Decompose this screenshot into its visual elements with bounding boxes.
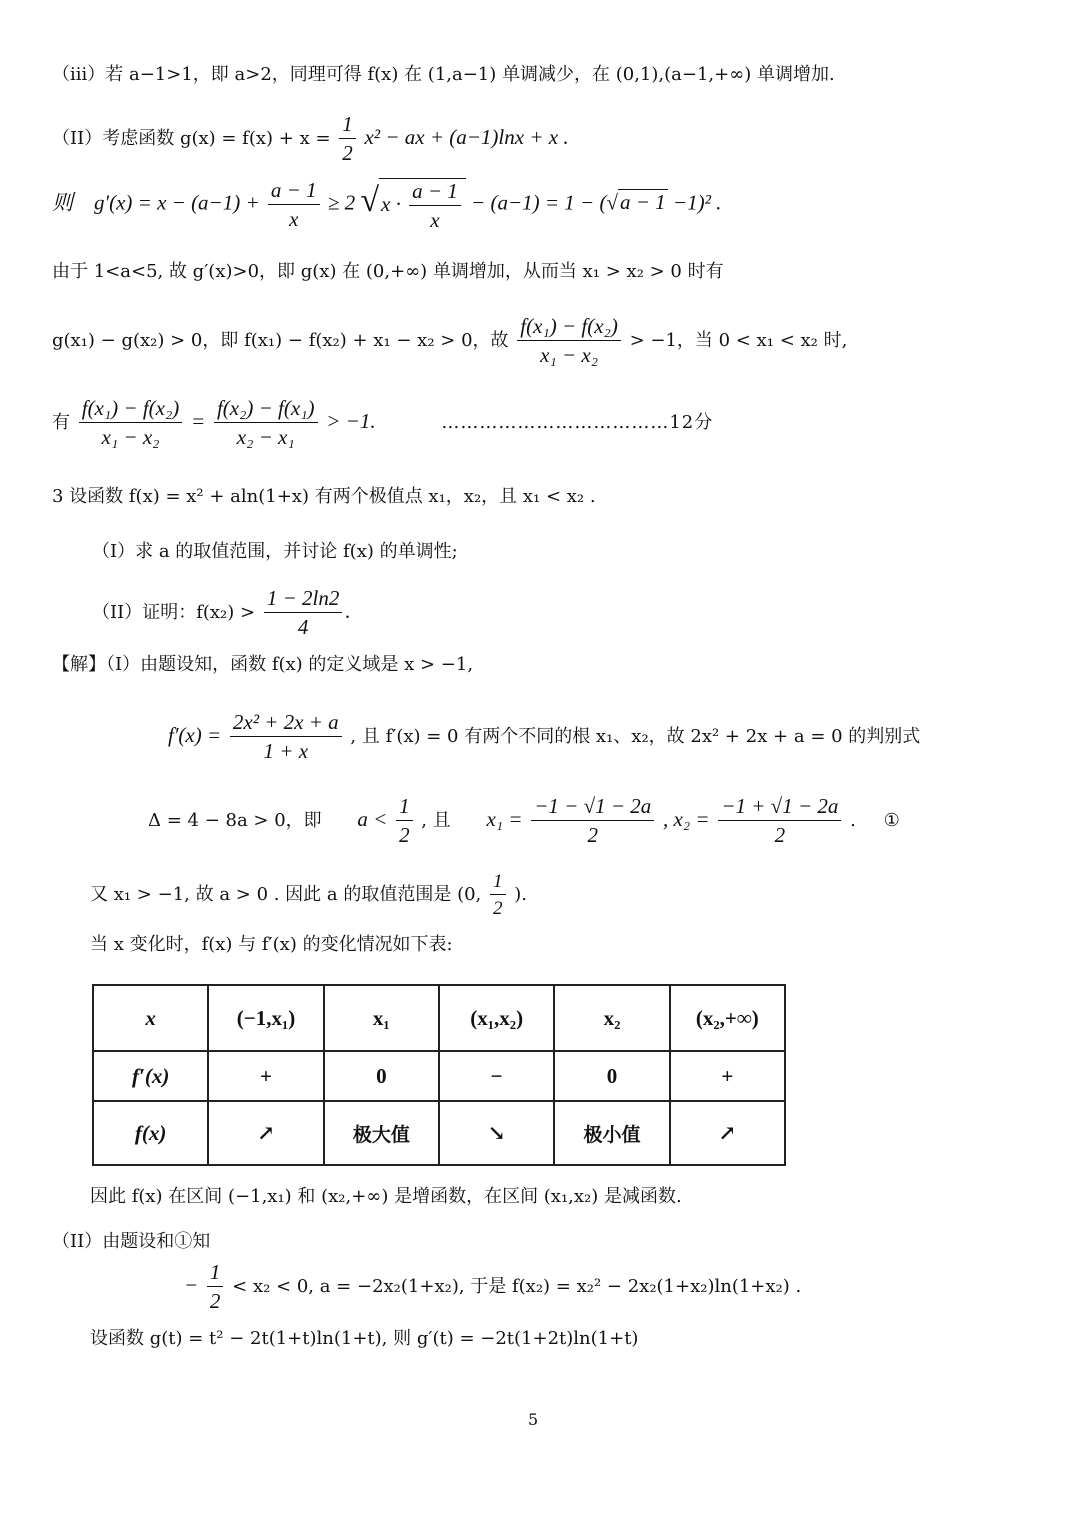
numerator: 2x² + 2x + a bbox=[230, 712, 342, 737]
x2-fraction bbox=[718, 796, 841, 846]
table-cell: x₁ bbox=[324, 985, 439, 1051]
table-row bbox=[93, 985, 785, 1051]
sqrt-expression bbox=[360, 178, 465, 231]
denominator: 2 bbox=[493, 898, 503, 919]
denominator: x₂ − x₁ bbox=[236, 425, 295, 449]
table-cell: 0 bbox=[324, 1051, 439, 1101]
x2-label: , x₂ = bbox=[663, 807, 710, 831]
table-cell: f′(x) bbox=[93, 1051, 208, 1101]
f-prime-line bbox=[168, 712, 920, 762]
denominator: x bbox=[289, 206, 299, 231]
text-line-g-diff bbox=[52, 316, 847, 366]
text-line-conclusion bbox=[52, 398, 713, 448]
text-line-II-g-def bbox=[52, 114, 569, 164]
g-t-definition: 设函数 g(t) = t² − 2t(1+t)ln(1+t), 则 g′(t) = −2t(1+2t)ln(1+t) bbox=[90, 1328, 639, 1349]
f-diff-fraction bbox=[517, 316, 621, 366]
radical-sign-icon: √ bbox=[606, 190, 618, 215]
g-prime-inequality bbox=[52, 178, 721, 231]
range-line bbox=[90, 872, 527, 918]
a-less-than: a < bbox=[357, 807, 388, 831]
g-def-suffix: x² − ax + (a−1)lnx + x . bbox=[364, 125, 569, 149]
am1-over-x-fraction bbox=[268, 177, 320, 231]
table-cell: 极大值 bbox=[324, 1101, 439, 1165]
radicand bbox=[379, 178, 466, 231]
period: . bbox=[345, 599, 351, 623]
table-cell: f(x) bbox=[93, 1101, 208, 1165]
problem-3-statement: 3 设函数 f(x) = x² + aln(1+x) 有两个极值点 x₁，x₂，且 x₁ < x₂ . bbox=[52, 486, 596, 507]
denominator: 2 bbox=[399, 823, 410, 847]
table-row bbox=[93, 1101, 785, 1165]
table-intro: 当 x 变化时，f(x) 与 f′(x) 的变化情况如下表: bbox=[90, 934, 453, 955]
denominator: 2 bbox=[342, 141, 353, 165]
half-fraction bbox=[207, 1262, 224, 1312]
circled-one-marker: ① bbox=[883, 810, 900, 831]
denominator: 4 bbox=[297, 615, 309, 639]
sqrt-fraction bbox=[409, 181, 461, 231]
range-suffix: ). bbox=[514, 884, 527, 905]
x1-label: x₁ = bbox=[486, 807, 523, 831]
half-fraction bbox=[339, 114, 356, 164]
minus-sign: − bbox=[184, 1273, 199, 1297]
numerator: f(x₁) − f(x₂) bbox=[517, 316, 621, 341]
period: . bbox=[850, 810, 856, 831]
half-fraction bbox=[490, 872, 506, 918]
table-cell: (x₂,+∞) bbox=[670, 985, 785, 1051]
page-number: 5 bbox=[528, 1410, 539, 1429]
discriminant-line bbox=[148, 796, 900, 846]
denominator: 1 + x bbox=[263, 739, 309, 763]
g-prime-mid: − (a−1) = 1 − ( bbox=[471, 190, 607, 215]
variation-table bbox=[92, 984, 786, 1166]
numerator: −1 − √1 − 2a bbox=[531, 796, 654, 821]
increasing-arrow-icon: ↗ bbox=[670, 1101, 785, 1165]
and-text: , 且 bbox=[421, 810, 451, 831]
denominator: 2 bbox=[209, 1289, 221, 1313]
equals-sign: = bbox=[191, 409, 206, 433]
numerator: 1 − 2ln2 bbox=[264, 588, 343, 613]
solution-heading: 【解】（I）由题设知，函数 f(x) 的定义域是 x > −1, bbox=[52, 654, 474, 675]
numerator: f(x₁) − f(x₂) bbox=[79, 398, 183, 423]
g-diff-prefix: g(x₁) − g(x₂) > 0，即 f(x₁) − f(x₂) + x₁ − x₂ > 0，故 bbox=[52, 330, 509, 351]
greater-than-minus-one: > −1. bbox=[326, 409, 376, 433]
radicand-x: x · bbox=[381, 191, 401, 216]
part-II-prefix: （II）证明：f(x₂) > bbox=[92, 602, 256, 623]
part-II-heading: （II）由题设和①知 bbox=[52, 1231, 211, 1252]
table-cell: + bbox=[208, 1051, 323, 1101]
numerator: 1 bbox=[339, 114, 356, 139]
table-row bbox=[93, 1051, 785, 1101]
text-line-monotone: 由于 1<a<5, 故 g′(x)>0，即 g(x) 在 (0,+∞) 单调增加，从而当 x₁ > x₂ > 0 时有 bbox=[52, 261, 724, 282]
f-diff-fraction-1 bbox=[79, 398, 183, 448]
denominator: 2 bbox=[587, 823, 599, 847]
numerator: a − 1 bbox=[409, 181, 461, 206]
numerator: f(x₂) − f(x₁) bbox=[214, 398, 318, 423]
g-prime-prefix: 则 g′(x) = x − (a−1) + bbox=[52, 190, 265, 215]
geq-two: ≥ 2 bbox=[327, 190, 356, 215]
g-diff-suffix: > −1，当 0 < x₁ < x₂ 时, bbox=[629, 330, 848, 351]
denominator: x bbox=[430, 208, 440, 232]
x2-range-text: < x₂ < 0, a = −2x₂(1+x₂), 于是 f(x₂) = x₂² − 2x₂(1+x₂)ln(1+x₂) . bbox=[232, 1276, 802, 1297]
discriminant: Δ = 4 − 8a > 0，即 bbox=[148, 810, 322, 831]
denominator: x₁ − x₂ bbox=[540, 343, 598, 367]
numerator: 1 bbox=[207, 1262, 224, 1287]
table-cell: x₂ bbox=[554, 985, 669, 1051]
f-diff-fraction-2 bbox=[214, 398, 318, 448]
g-def-prefix: （II）考虑函数 g(x) = f(x) + x = bbox=[52, 128, 337, 149]
decreasing-arrow-icon: ↘ bbox=[439, 1101, 554, 1165]
problem-3-part-II bbox=[92, 588, 351, 638]
f-prime-label: f′(x) = bbox=[168, 723, 222, 747]
denominator: 2 bbox=[774, 823, 786, 847]
problem-3-part-I: （I）求 a 的取值范围，并讨论 f(x) 的单调性; bbox=[92, 541, 458, 562]
you-label: 有 bbox=[52, 412, 70, 433]
radical-sign-icon: √ bbox=[360, 181, 380, 219]
x2-range-line bbox=[184, 1262, 801, 1312]
table-cell: (x₁,x₂) bbox=[439, 985, 554, 1051]
range-prefix: 又 x₁ > −1, 故 a > 0 . 因此 a 的取值范围是 (0, bbox=[90, 884, 482, 905]
sqrt-am1: a − 1 bbox=[619, 190, 666, 215]
increasing-arrow-icon: ↗ bbox=[208, 1101, 323, 1165]
score-dots: ………………………………12分 bbox=[441, 412, 714, 433]
table-cell: 极小值 bbox=[554, 1101, 669, 1165]
half-fraction bbox=[396, 796, 413, 846]
x1-fraction bbox=[531, 796, 654, 846]
table-cell: (−1,x₁) bbox=[208, 985, 323, 1051]
table-cell: x bbox=[93, 985, 208, 1051]
numerator: 1 bbox=[490, 872, 506, 895]
numerator: −1 + √1 − 2a bbox=[718, 796, 841, 821]
text-line-iii: （iii）若 a−1>1，即 a>2，同理可得 f(x) 在 (1,a−1) 单调减少，在 (0,1),(a−1,+∞) 单调增加. bbox=[52, 64, 835, 85]
table-cell: + bbox=[670, 1051, 785, 1101]
denominator: x₁ − x₂ bbox=[101, 425, 160, 449]
f-prime-fraction bbox=[230, 712, 342, 762]
table-cell: 0 bbox=[554, 1051, 669, 1101]
monotone-conclusion: 因此 f(x) 在区间 (−1,x₁) 和 (x₂,+∞) 是增函数，在区间 (x₁,x₂) 是减函数. bbox=[90, 1186, 682, 1207]
f-prime-text: , 且 f′(x) = 0 有两个不同的根 x₁、x₂，故 2x² + 2x + a = 0 的判别式 bbox=[350, 726, 921, 747]
numerator: 1 bbox=[396, 796, 413, 821]
bound-fraction bbox=[264, 588, 343, 638]
g-prime-end: −1)² . bbox=[667, 190, 722, 215]
numerator: a − 1 bbox=[268, 180, 320, 205]
table-cell: − bbox=[439, 1051, 554, 1101]
